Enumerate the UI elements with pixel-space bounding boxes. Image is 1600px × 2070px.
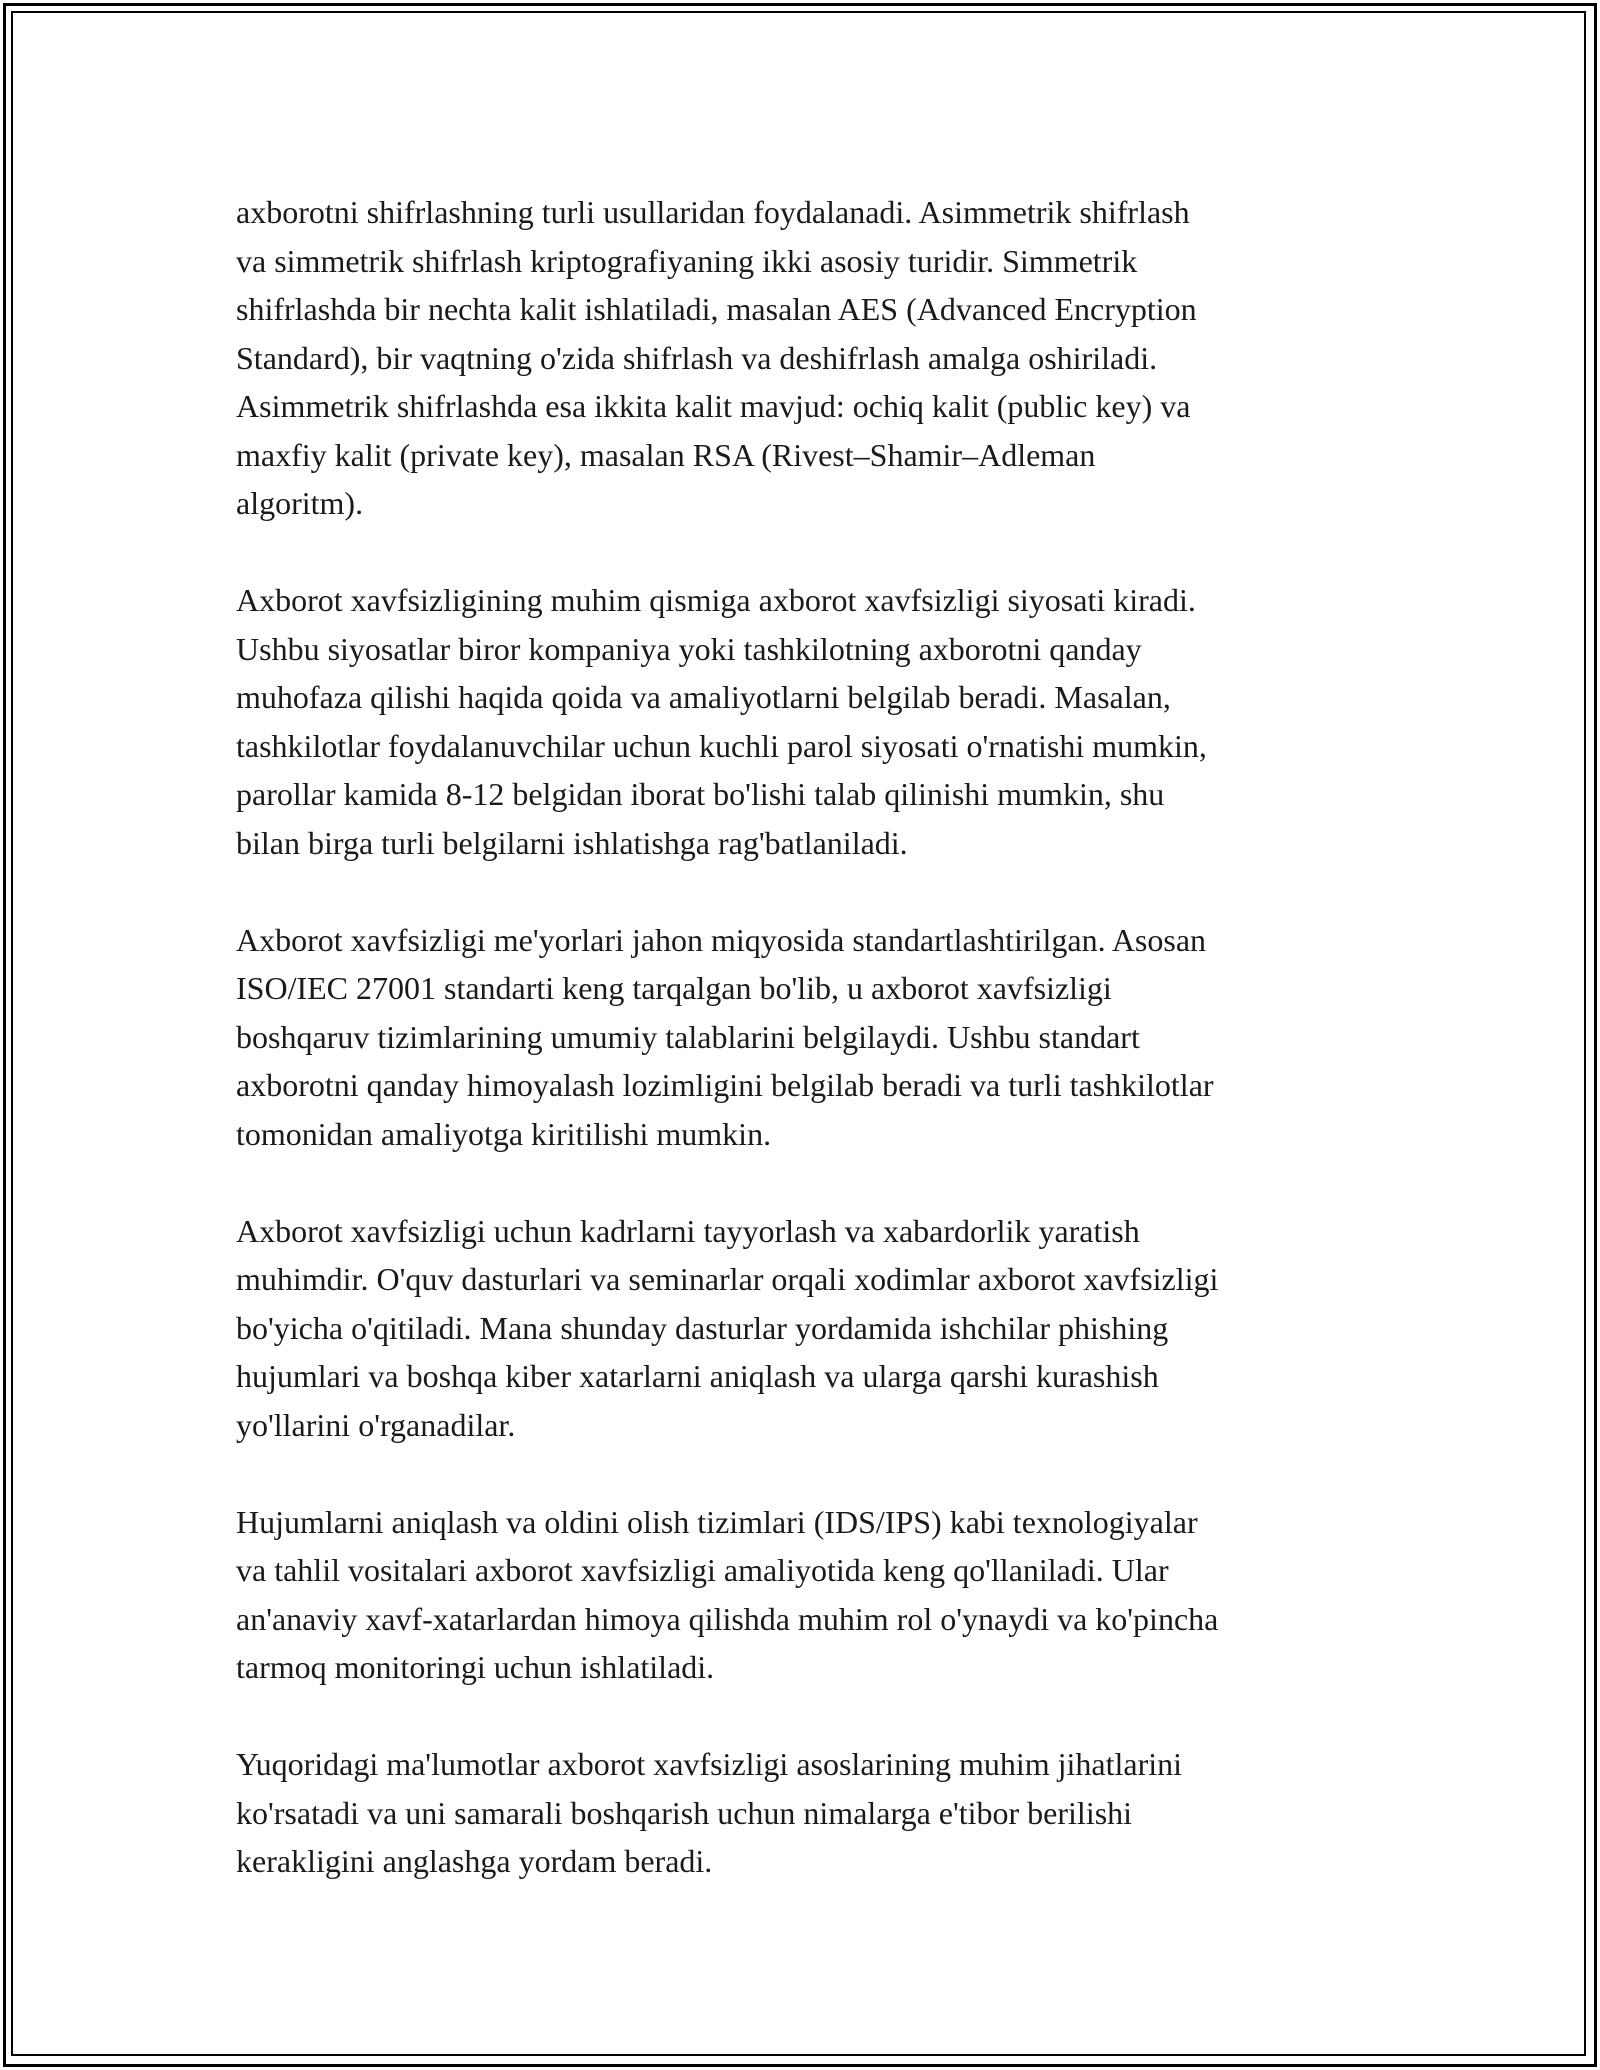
paragraph-conclusion: Yuqoridagi ma'lumotlar axborot xavfsizligi asoslarining muhim jihatlarini ko'rsatadi va uni samarali boshqarish uchun nimalarga e'tibor berilishi kerakligini anglashga yordam beradi. <box>236 1746 1183 1879</box>
paragraph-training: Axborot xavfsizligi uchun kadrlarni tayyorlash va xabardorlik yaratish muhimdir. O'quv dasturlari va seminarlar orqali xodimlar axborot xavfsizligi bo'yicha o'qitiladi. Mana shunday dasturlar yordamida ishchilar phishing hujumlari va boshqa kiber xatarlarni aniqlash va ularga qarshi kurashish yo'llarini o'rganadilar. <box>236 1212 1219 1443</box>
paragraph-standards: Axborot xavfsizligi me'yorlari jahon miqyosida standartlashtirilgan. Asosan ISO/IEC 27001 standarti keng tarqalgan bo'lib, u axborot xavfsizligi boshqaruv tizimlarining umumiy talablarini belgilaydi. Ushbu standart axborotni qanday himoyalash lozimligini belgilab beradi va turli tashkilotlar tomonidan amaliyotga kiritilishi mumkin. <box>236 921 1214 1152</box>
paragraph-encryption: axborotni shifrlashning turli usullaridan foydalanadi. Asimmetrik shifrlash va simmetrik shifrlash kriptografiyaning ikki asosiy turidir. Simmetrik shifrlashda bir nechta kalit ishlatiladi, masalan AES (Advanced Encryption Standard), bir vaqtning o'zida shifrlash va deshifrlash amalga oshiriladi. Asimmetrik shifrlashda esa ikkita kalit mavjud: ochiq kalit (public key) va maxfiy kalit (private key), masalan RSA (Rivest–Shamir–Adleman algoritm). <box>236 194 1197 521</box>
document-body <box>236 188 1366 1934</box>
paragraph-security-policy: Axborot xavfsizligining muhim qismiga axborot xavfsizligi siyosati kiradi. Ushbu siyosatlar biror kompaniya yoki tashkilotning axborotni qanday muhofaza qilishi haqida qoida va amaliyotlarni belgilab beradi. Masalan, tashkilotlar foydalanuvchilar uchun kuchli parol siyosati o'rnatishi mumkin, parollar kamida 8-12 belgidan iborat bo'lishi talab qilinishi mumkin, shu bilan birga turli belgilarni ishlatishga rag'batlaniladi. <box>236 582 1207 861</box>
paragraph-ids-ips: Hujumlarni aniqlash va oldini olish tizimlari (IDS/IPS) kabi texnologiyalar va tahlil vositalari axborot xavfsizligi amaliyotida keng qo'llaniladi. Ular an'anaviy xavf-xatarlardan himoya qilishda muhim rol o'ynaydi va ko'pincha tarmoq monitoringi uchun ishlatiladi. <box>236 1503 1219 1685</box>
